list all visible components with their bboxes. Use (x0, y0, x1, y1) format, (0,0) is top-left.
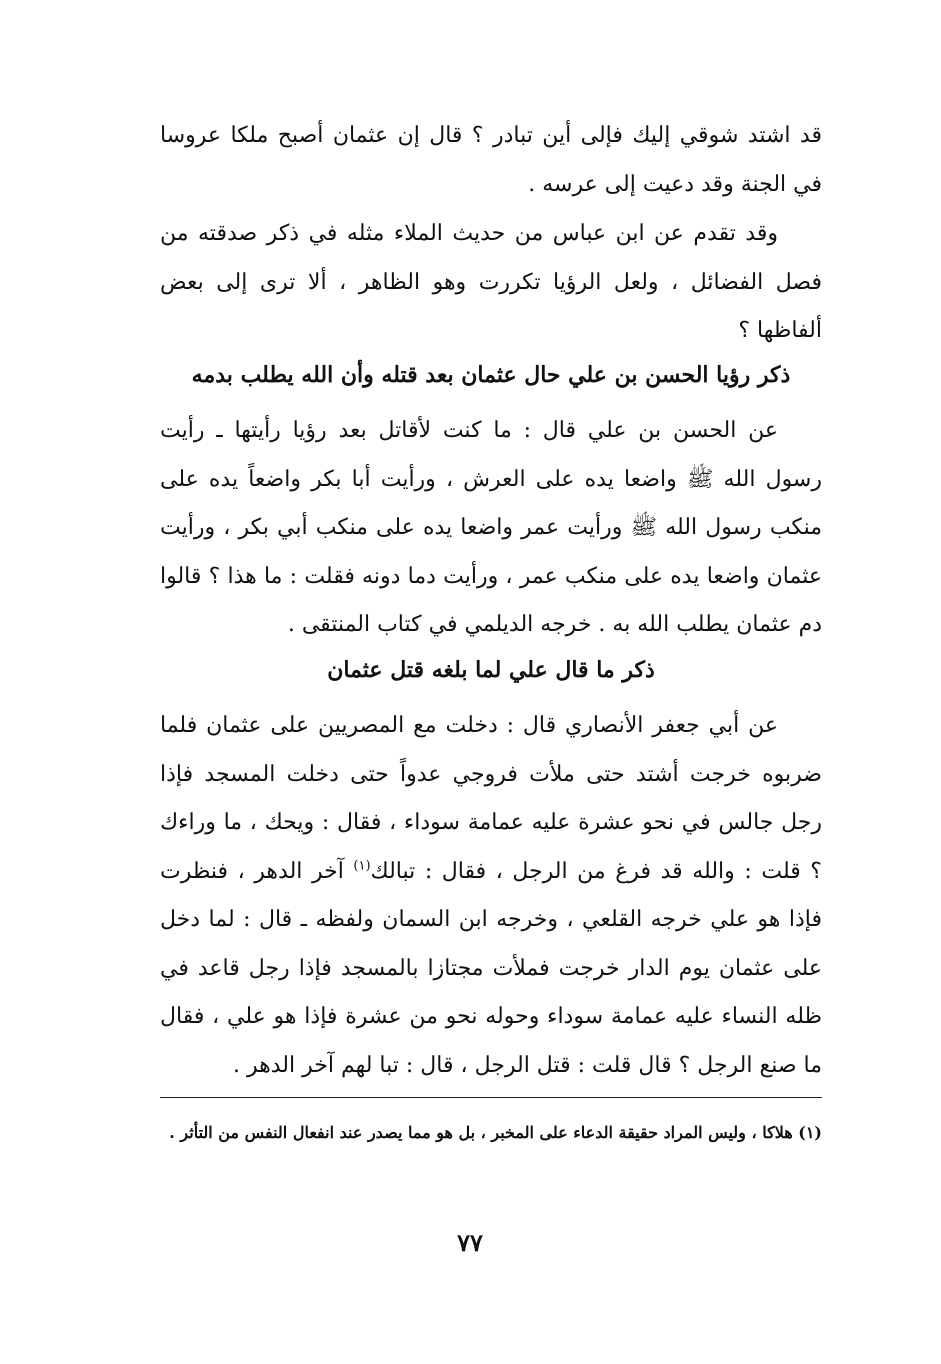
footnote-marker: (١) (353, 858, 371, 874)
paragraph-ibn-abbas-note: وقد تقدم عن ابن عباس من حديث الملاء مثله في ذكر صدقته من فصل الفضائل ، ولعل الرؤيا تكررت وهو الظاهر ، ألا ترى إلى بعض ألفاظها ؟ (160, 221, 822, 343)
footnote-divider (160, 1097, 822, 1098)
footnote: (١) هلاكا ، وليس المراد حقيقة الدعاء على المخبر ، بل هو مما يصدر عند انفعال النفس من التأثر . (169, 1123, 822, 1142)
page-number: ٧٧ (457, 1228, 483, 1257)
body-text-part-2: آخر الدهر ، فنظرت فإذا هو علي خرجه القلعي ، وخرجه ابن السمان ولفظه ـ قال : لما دخل على عثمان يوم الدار خرجت فملأت مجتازا بالمسجد فإذا رجل قاعد في ظله النساء عليه عمامة سوداء وحوله نحو من عشرة فإذا هو علي ، فقال ما صنع الرجل ؟ قال قلت : قتل الرجل ، قال : تبا لهم آخر الدهر . (160, 858, 822, 1078)
section-heading-ali-reaction: ذكر ما قال علي لما بلغه قتل عثمان (327, 657, 655, 683)
section-body-ali-reaction (160, 702, 822, 1090)
body-text-part-1: عن أبي جعفر الأنصاري قال : دخلت مع المصريين على عثمان فلما ضربوه خرجت أشتد حتى ملأت فروجي عدواً حتى دخلت المسجد فإذا رجل جالس في نحو عشرة عليه عمامة سوداء ، فقال : ويحك ، ما وراءك ؟ قلت : والله قد فرغ من الرجل ، فقال : تبالك (160, 713, 822, 884)
opening-paragraph: قد اشتد شوقي إليك فإلى أين تبادر ؟ قال إن عثمان أصبح ملكا عروسا في الجنة وقد دعيت إلى عرسه . (160, 123, 822, 197)
section-heading-hasan-dream: ذكر رؤيا الحسن بن علي حال عثمان بعد قتله وأن الله يطلب بدمه (191, 362, 791, 388)
section-body-hasan-dream: عن الحسن بن علي قال : ما كنت لأقاتل بعد رؤيا رأيتها ـ رأيت رسول الله ﷺ واضعا يده على العرش ، ورأيت أبا بكر واضعاً يده على منكب رسول الله ﷺ ورأيت عمر واضعا يده على منكب أبي بكر ، ورأيت عثمان واضعا يده على منكب عمر ، ورأيت دما دونه فقلت : ما هذا ؟ قالوا دم عثمان يطلب الله به . خرجه الديلمي في كتاب المنتقى . (160, 418, 822, 637)
